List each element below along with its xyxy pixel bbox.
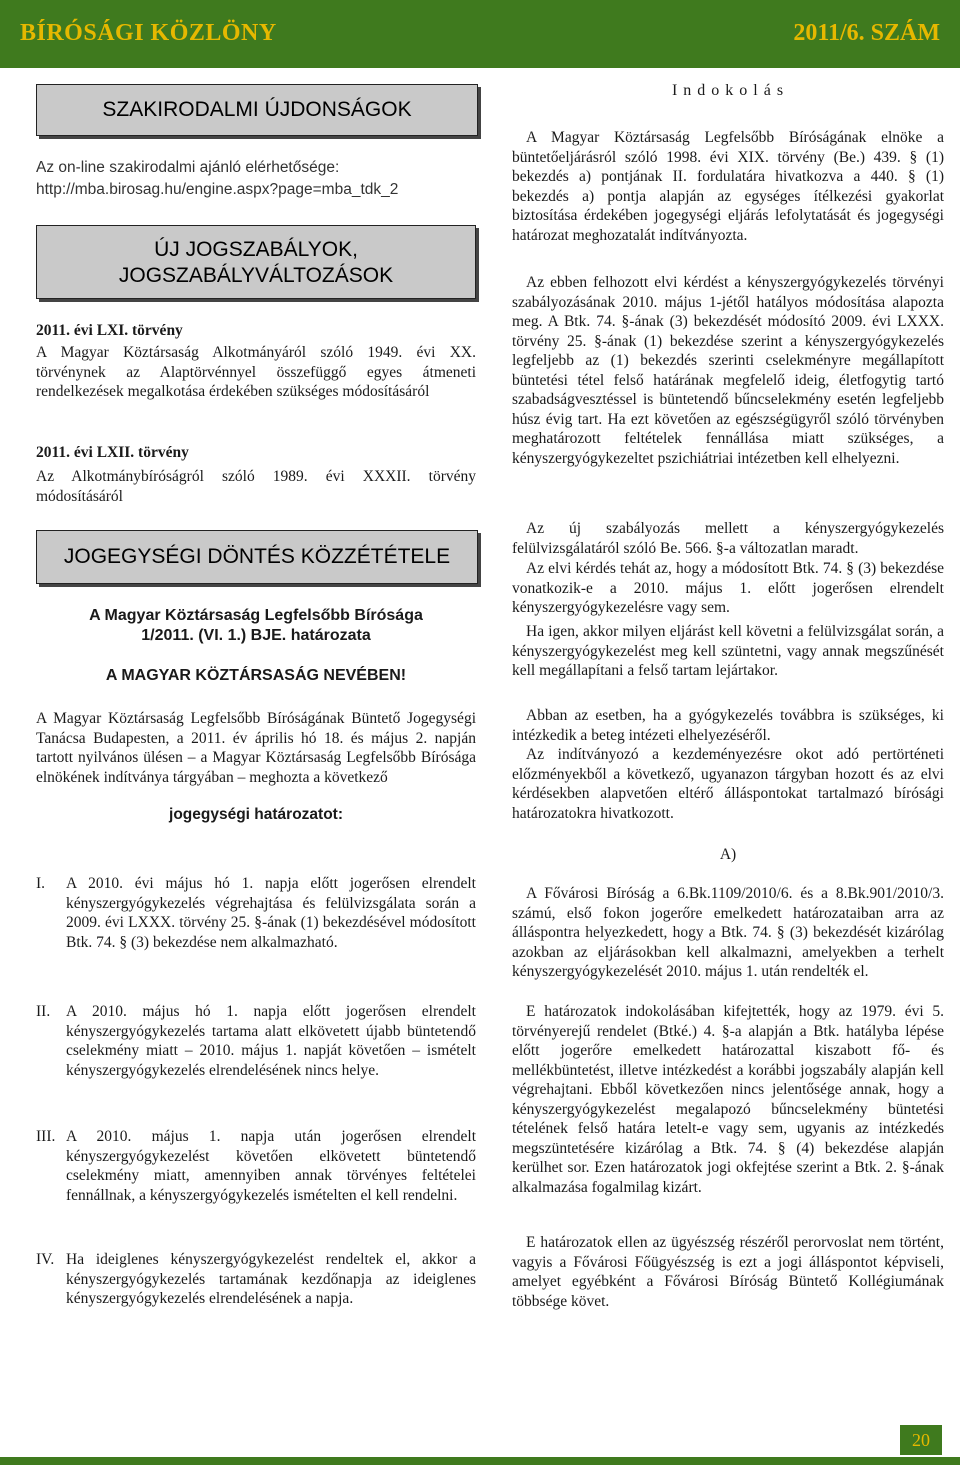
reasoning-paragraph: E határozatok indokolásában kifejtették, hogy az 1979. évi 5. törvényerejű rendelet (Btké.) 4. §-a alapján a Btk. hatályba lépése előtt jogerőre emelkedett határozattal kiszabott fő- és mellékbüntetést, illetve intézkedést a korábbi jogszabály alapján kell végrehajtani. Ebből következően nincs jelentősége annak, hogy a kényszergyógykezelést megalapozó bűncselekmény büntetési tételének felső határa letelt-e vagy sem, ugyanis az intézkedés megszüntetésére kizárólag a Btk. 74. § (4) bekezdése alapján kerülhet sor. Ezen határozatok jogi okfejtése szerint a Btk. 2. §-ának alkalmazása fogalmilag kizárt. [512, 1003, 944, 1196]
section-title: SZAKIRODALMI ÚJDONSÁGOK [102, 98, 412, 121]
journal-header-bar [0, 0, 960, 68]
online-note: Az on-line szakirodalmi ajánló elérhetősége: http://mba.birosag.hu/engine.aspx?page=mba_tdk_2 [36, 159, 399, 198]
decision-heading: jogegységi határozatot: [169, 806, 343, 823]
section-header-decision: JOGEGYSÉGI DÖNTÉS KÖZZÉTÉTELE [36, 530, 478, 584]
in-name-of-republic: A MAGYAR KÖZTÁRSASÁG NEVÉBEN! [105, 667, 407, 684]
reasoning-paragraph: Ha igen, akkor milyen eljárást kell követni a felülvizsgálat során, a kényszergyógykezelést meg kell szüntetni, vagy annak megszűnését kell megállapítani a felső tartam lejártakor. [512, 623, 944, 679]
journal-title: BÍRÓSÁGI KÖZLÖNY [20, 20, 277, 46]
section-header-new-laws: ÚJ JOGSZABÁLYOK, JOGSZABÁLYVÁLTOZÁSOK [36, 225, 476, 299]
decision-title: A Magyar Köztársaság Legfelsőbb Bírósága 1/2011. (VI. 1.) BJE. határozata [89, 607, 423, 644]
law2-text: Az Alkotmánybíróságról szóló 1989. évi XXXII. törvény módosításáról [36, 468, 476, 505]
reasoning-paragraph: Az új szabályozás mellett a kényszergyógykezelés felülvizsgálatáról szóló Be. 566. §-a változatlan maradt. [512, 520, 944, 557]
law1-text: A Magyar Köztársaság Alkotmányáról szóló 1949. évi XX. törvénynek az Alaptörvénnyel összefüggő egyes átmeneti rendelkezések megalkotása érdekében szükséges módosításáról [36, 344, 476, 400]
section-a-heading: A) [719, 846, 737, 863]
online-link[interactable]: http://mba.birosag.hu/engine.aspx?page=mba_tdk_2 [36, 181, 399, 198]
law2-title: 2011. évi LXII. törvény [36, 444, 189, 461]
footer-bar [0, 1457, 960, 1465]
section-header-literature [36, 84, 478, 136]
decision-intro: A Magyar Köztársaság Legfelsőbb Bíróságának Büntető Jogegységi Tanácsa Budapesten, a 2011. év április hó 18. és május 2. napján tartott nyilvános ülésen – a Magyar Köztársaság Legfelsőbb Bírósága elnökének indítványa tárgyában – meghozta a következő [36, 710, 476, 786]
reasoning-paragraph: Abban az esetben, ha a gyógykezelés továbbra is szükséges, ki intézkedik a beteg intézeti elhelyezéséről. [512, 707, 944, 744]
law1-title: 2011. évi LXI. törvény [36, 322, 183, 339]
reasoning-heading: I n d o k o l á s [671, 82, 785, 99]
reasoning-paragraph: E határozatok ellen az ügyészség részéről perorvoslat nem történt, vagyis a Fővárosi Főügyészség is ezt a jogi álláspontot képviseli, amelyet egyébként a Fővárosi Bíróság Büntető Kollégiumának többsége követ. [512, 1234, 944, 1310]
reasoning-paragraph: A Fővárosi Bíróság a 6.Bk.1109/2010/6. és a 8.Bk.901/2010/3. számú, első fokon jogerőre emelkedett határozataiban arra az álláspontra helyezkedett, hogy a Btk. 74. § (3) bekezdését kizárólag azokban az eljárásokban kell alkalmazni, amelyekben a terhelt kényszergyógykezelését 2010. május 1. után rendelték el. [512, 885, 944, 980]
reasoning-paragraph: Az elvi kérdés tehát az, hogy a módosított Btk. 74. § (3) bekezdése vonatkozik-e a 2010. május 1. előtt jogerősen elrendelt kényszergyógykezelésre vagy sem. [512, 560, 944, 616]
issue-number: 2011/6. SZÁM [793, 20, 940, 46]
reasoning-paragraph: Az ebben felhozott elvi kérdést a kényszergyógykezelés törvényi szabályozásának 2010. május 1-jétől hatályos módosítása alapozta meg. A Btk. 74. §-ának (3) bekezdését módosító 2009. évi LXXX. törvény 25. §-ának (1) bekezdése szerint a kényszergyógykezelés legfeljebb az (1) bekezdés szerinti cselekményre megállapított büntetési tétel felső határának megfelelő ideig, életfogytig tartó szabadságvesztéssel is büntetendő bűncselekmény esetén legfeljebb húsz évig tart. Ha ezt követően az egészségügyről szóló törvényben meghatározott feltételek fennállása miatt szükséges, a kényszergyógykezeltet pszichiátriai intézetben kell elhelyezni. [512, 274, 944, 467]
reasoning-paragraph: Az indítványozó a kezdeményezésre okot adó pertörténeti előzményekből a következő, ugyanazon tárgyban hozott és az elvi kérdésekben alapvetően eltérő álláspontokat tartalmazó bírósági határozatokra hivatkozott. [512, 746, 944, 822]
reasoning-paragraph: A Magyar Köztársaság Legfelsőbb Bíróságának elnöke a büntetőeljárásról szóló 1998. évi XIX. törvény (Be.) 439. § (1) bekezdés a) pontjának II. fordulatára hivatkozva a 440. § (1) bekezdés a) pontja alapján az egységes ítélkezési gyakorlat biztosítása érdekében jogegységi eljárás lefolytatását és jogegységi határozat meghozatalát indítványozta. [512, 129, 944, 244]
page-number: 20 [900, 1425, 942, 1455]
